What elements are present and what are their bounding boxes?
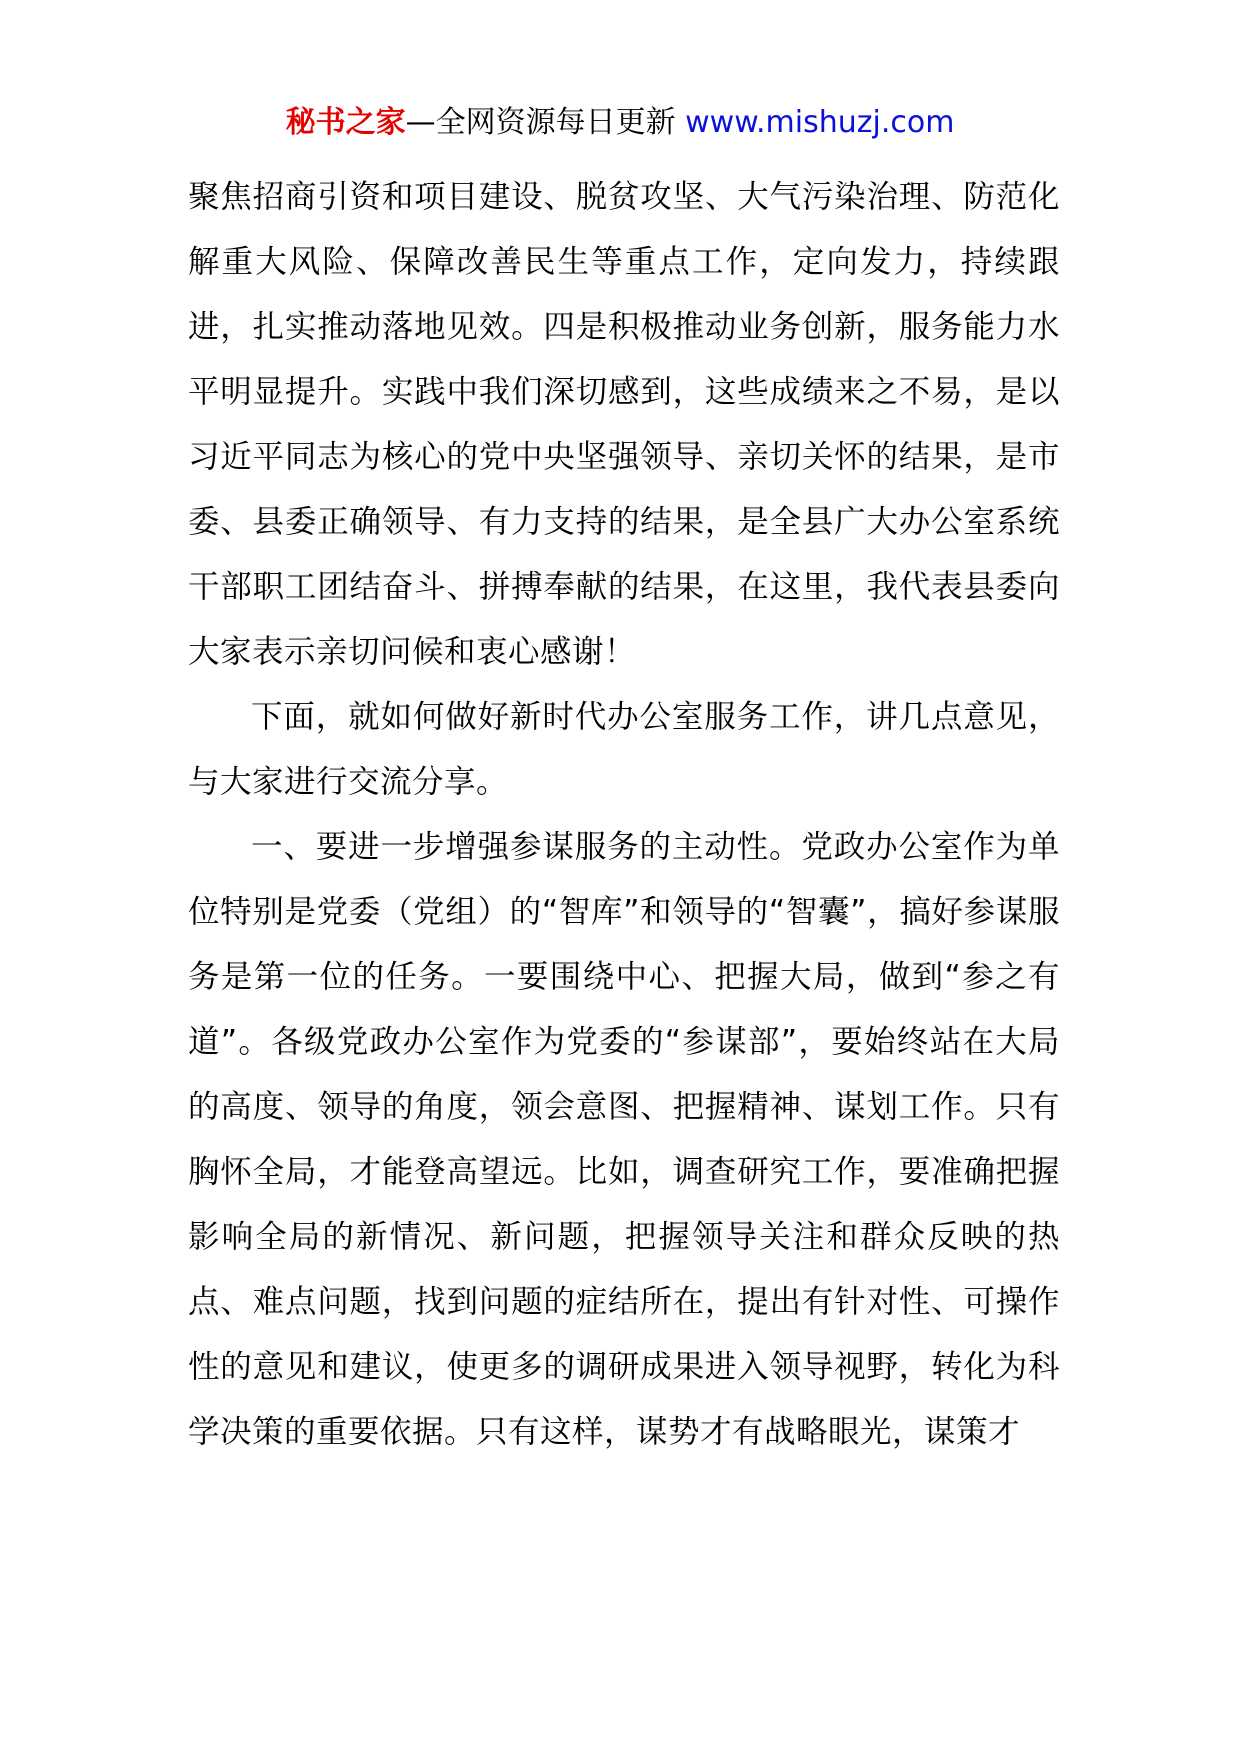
website-link[interactable]: www.mishuzj.com [685, 105, 955, 140]
paragraph-intro: 下面，就如何做好新时代办公室服务工作，讲几点意见，与大家进行交流分享。 [188, 699, 1060, 800]
page-header [0, 103, 1240, 143]
paragraph-section-one: 一、要进一步增强参谋服务的主动性。党政办公室作为单位特别是党委（党组）的“智库”和领导的“智囊”，搞好参谋服务是第一位的任务。一要围绕中心、把握大局，做到“参之有道”。各级党政办公室作为党委的“参谋部”，要始终站在大局的高度、领导的角度，领会意图、把握精神、谋划工作。只有胸怀全局，才能登高望远。比如，调查研究工作，要准确把握影响全局的新情况、新问题，把握领导关注和群众反映的热点、难点问题，找到问题的症结所在，提出有针对性、可操作性的意见和建议，使更多的调研成果进入领导视野，转化为科学决策的重要依据。只有这样，谋势才有战略眼光，谋策才 [188, 829, 1060, 1450]
paragraph-continued: 聚焦招商引资和项目建设、脱贫攻坚、大气污染治理、防范化解重大风险、保障改善民生等重点工作，定向发力，持续跟进，扎实推动落地见效。四是积极推动业务创新，服务能力水平明显提升。实践中我们深切感到，这些成绩来之不易，是以习近平同志为核心的党中央坚强领导、亲切关怀的结果，是市委、县委正确领导、有力支持的结果，是全县广大办公室系统干部职工团结奋斗、拼搏奉献的结果，在这里，我代表县委向大家表示亲切问候和衷心感谢！ [188, 179, 1060, 670]
header-tagline: —全网资源每日更新 [405, 105, 676, 140]
document-body [188, 165, 1060, 1465]
brand-name: 秘书之家 [285, 105, 406, 140]
